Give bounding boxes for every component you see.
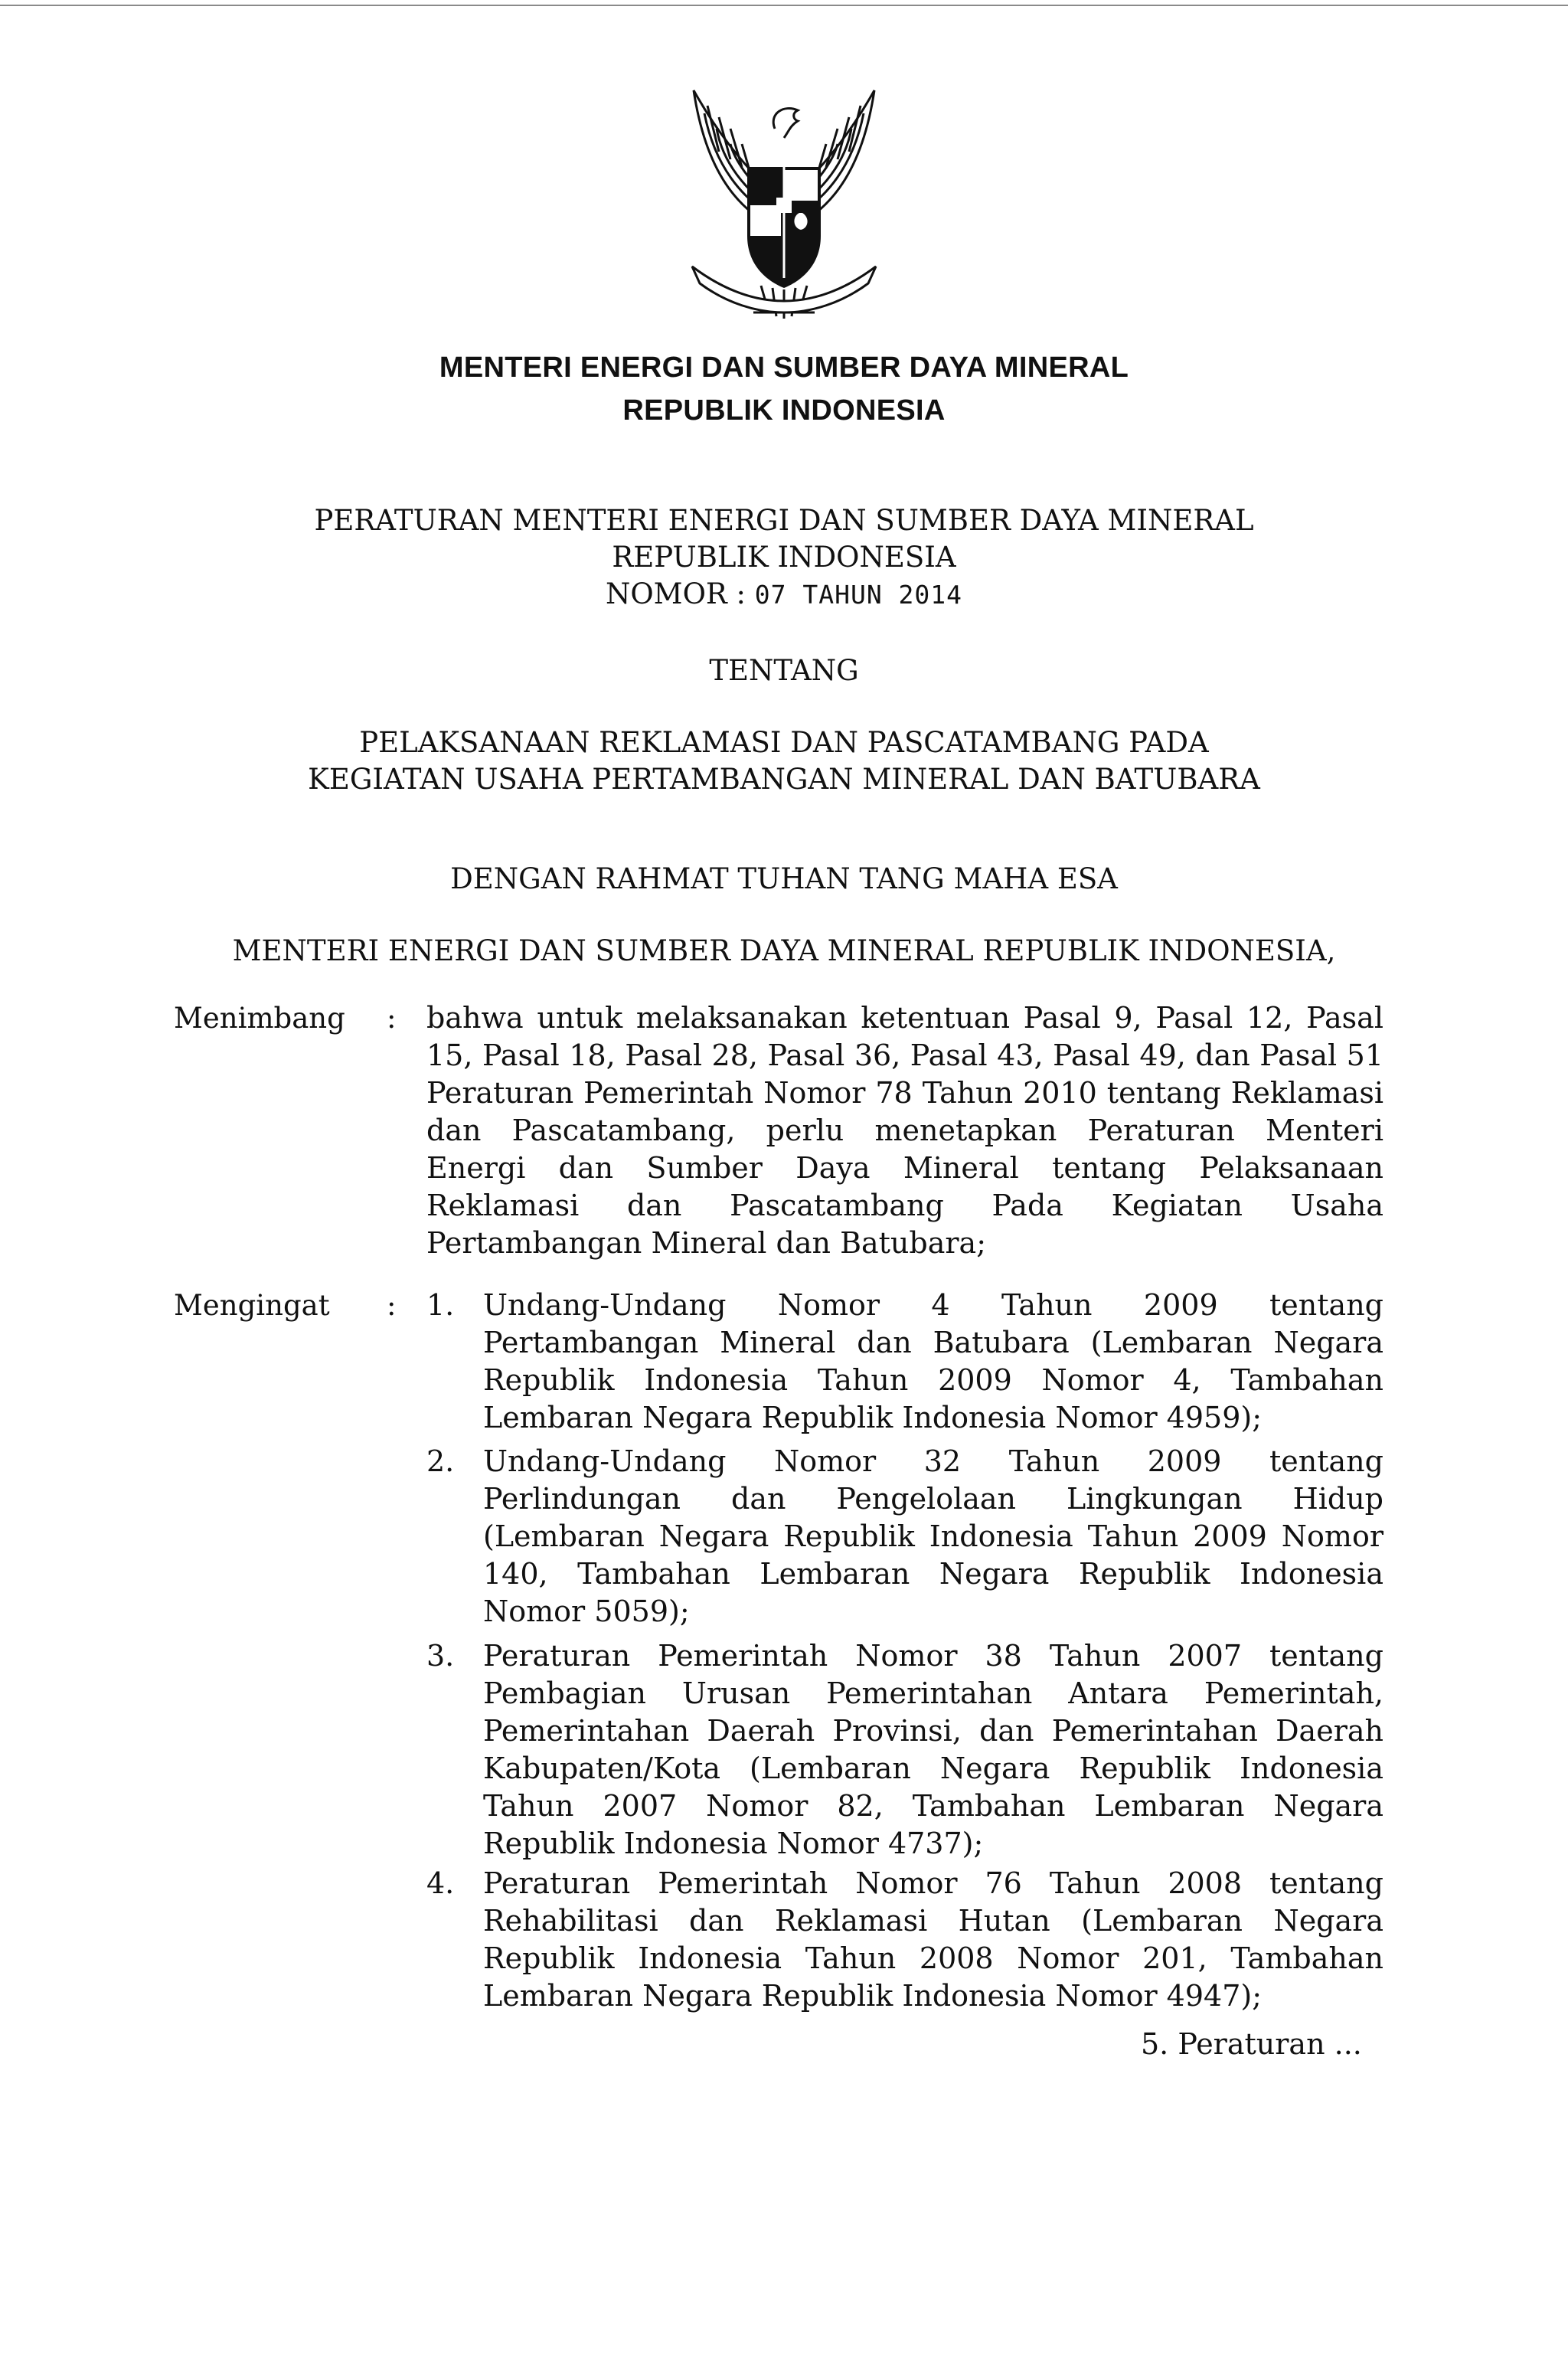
issuer-name: MENTERI ENERGI DAN SUMBER DAYA MINERAL xyxy=(439,352,1129,384)
list-item-text: Undang-Undang Nomor 4 Tahun 2009 tentang Pertambangan Mineral dan Batubara (Lembaran Negara Republik Indonesia Tahun 2009 Nomor 4, Tambahan Lembaran Negara Republik Indonesia Nomor 4959); xyxy=(483,1288,1383,1434)
issuer-country: REPUBLIK INDONESIA xyxy=(622,394,946,427)
list-item xyxy=(426,1637,1383,1863)
list-item-text: Peraturan Pemerintah Nomor 76 Tahun 2008 tentang Rehabilitasi dan Reklamasi Hutan (Lembaran Negara Republik Indonesia Tahun 2008 Nomor 201, Tambahan Lembaran Negara Republik Indonesia Nomor 4947); xyxy=(483,1866,1383,2013)
list-item xyxy=(426,1287,1383,1437)
regulation-subject-line2: KEGIATAN USAHA PERTAMBANGAN MINERAL DAN BATUBARA xyxy=(308,763,1260,796)
scan-edge-line xyxy=(0,5,1568,6)
mengingat-label: Mengingat xyxy=(174,1289,330,1322)
list-item xyxy=(426,1865,1383,2015)
issuer-header xyxy=(0,346,1568,432)
list-item-number: 4. xyxy=(426,1866,455,1900)
regulation-number xyxy=(0,576,1568,613)
menimbang-text: bahwa untuk melaksanakan ketentuan Pasal 9, Pasal 12, Pasal 15, Pasal 18, Pasal 28, Pasal 36, Pasal 43, Pasal 49, dan Pasal 51 Peraturan Pemerintah Nomor 78 Tahun 2010 tentang Reklamasi dan Pascatambang, perlu menetapkan Peraturan Menteri Energi dan Sumber Daya Mineral tentang Pelaksanaan Reklamasi dan Pascatambang Pada Kegiatan Usaha Pertambangan Mineral dan Batubara; xyxy=(426,1001,1383,1260)
page-continuation: 5. Peraturan ... xyxy=(1141,2027,1362,2061)
garuda-pancasila-emblem-icon xyxy=(662,83,906,335)
regulation-title-line1: PERATURAN MENTERI ENERGI DAN SUMBER DAYA MINERAL xyxy=(314,504,1254,537)
regulation-number-value: 07 TAHUN 2014 xyxy=(754,580,963,610)
list-item-number: 1. xyxy=(426,1288,455,1322)
tentang-heading: TENTANG xyxy=(709,654,859,687)
menimbang-label: Menimbang xyxy=(174,1002,345,1035)
list-item-number: 2. xyxy=(426,1444,455,1478)
menimbang-colon: : xyxy=(387,1002,397,1035)
minister-line: MENTERI ENERGI DAN SUMBER DAYA MINERAL REPUBLIK INDONESIA, xyxy=(232,934,1336,967)
list-item-text: Peraturan Pemerintah Nomor 38 Tahun 2007 tentang Pembagian Urusan Pemerintahan Antara Pemerintah, Pemerintahan Daerah Provinsi, dan Pemerintahan Daerah Kabupaten/Kota (Lembaran Negara Republik Indonesia Tahun 2007 Nomor 82, Tambahan Lembaran Negara Republik Indonesia Nomor 4737); xyxy=(483,1639,1383,1860)
list-item-number: 3. xyxy=(426,1639,455,1673)
regulation-subject-line1: PELAKSANAAN REKLAMASI DAN PASCATAMBANG PADA xyxy=(359,726,1209,759)
list-item xyxy=(426,1443,1383,1631)
mengingat-colon: : xyxy=(387,1289,397,1322)
regulation-title xyxy=(0,502,1568,613)
regulation-subject xyxy=(0,724,1568,798)
regulation-title-line2: REPUBLIK INDONESIA xyxy=(612,541,956,574)
regulation-number-label: NOMOR : xyxy=(605,577,746,610)
invocation-line: DENGAN RAHMAT TUHAN TANG MAHA ESA xyxy=(450,862,1118,895)
list-item-text: Undang-Undang Nomor 32 Tahun 2009 tentang Perlindungan dan Pengelolaan Lingkungan Hidup (Lembaran Negara Republik Indonesia Tahun 2009 Nomor 140, Tambahan Lembaran Negara Republik Indonesia Nomor 5059); xyxy=(483,1444,1383,1628)
